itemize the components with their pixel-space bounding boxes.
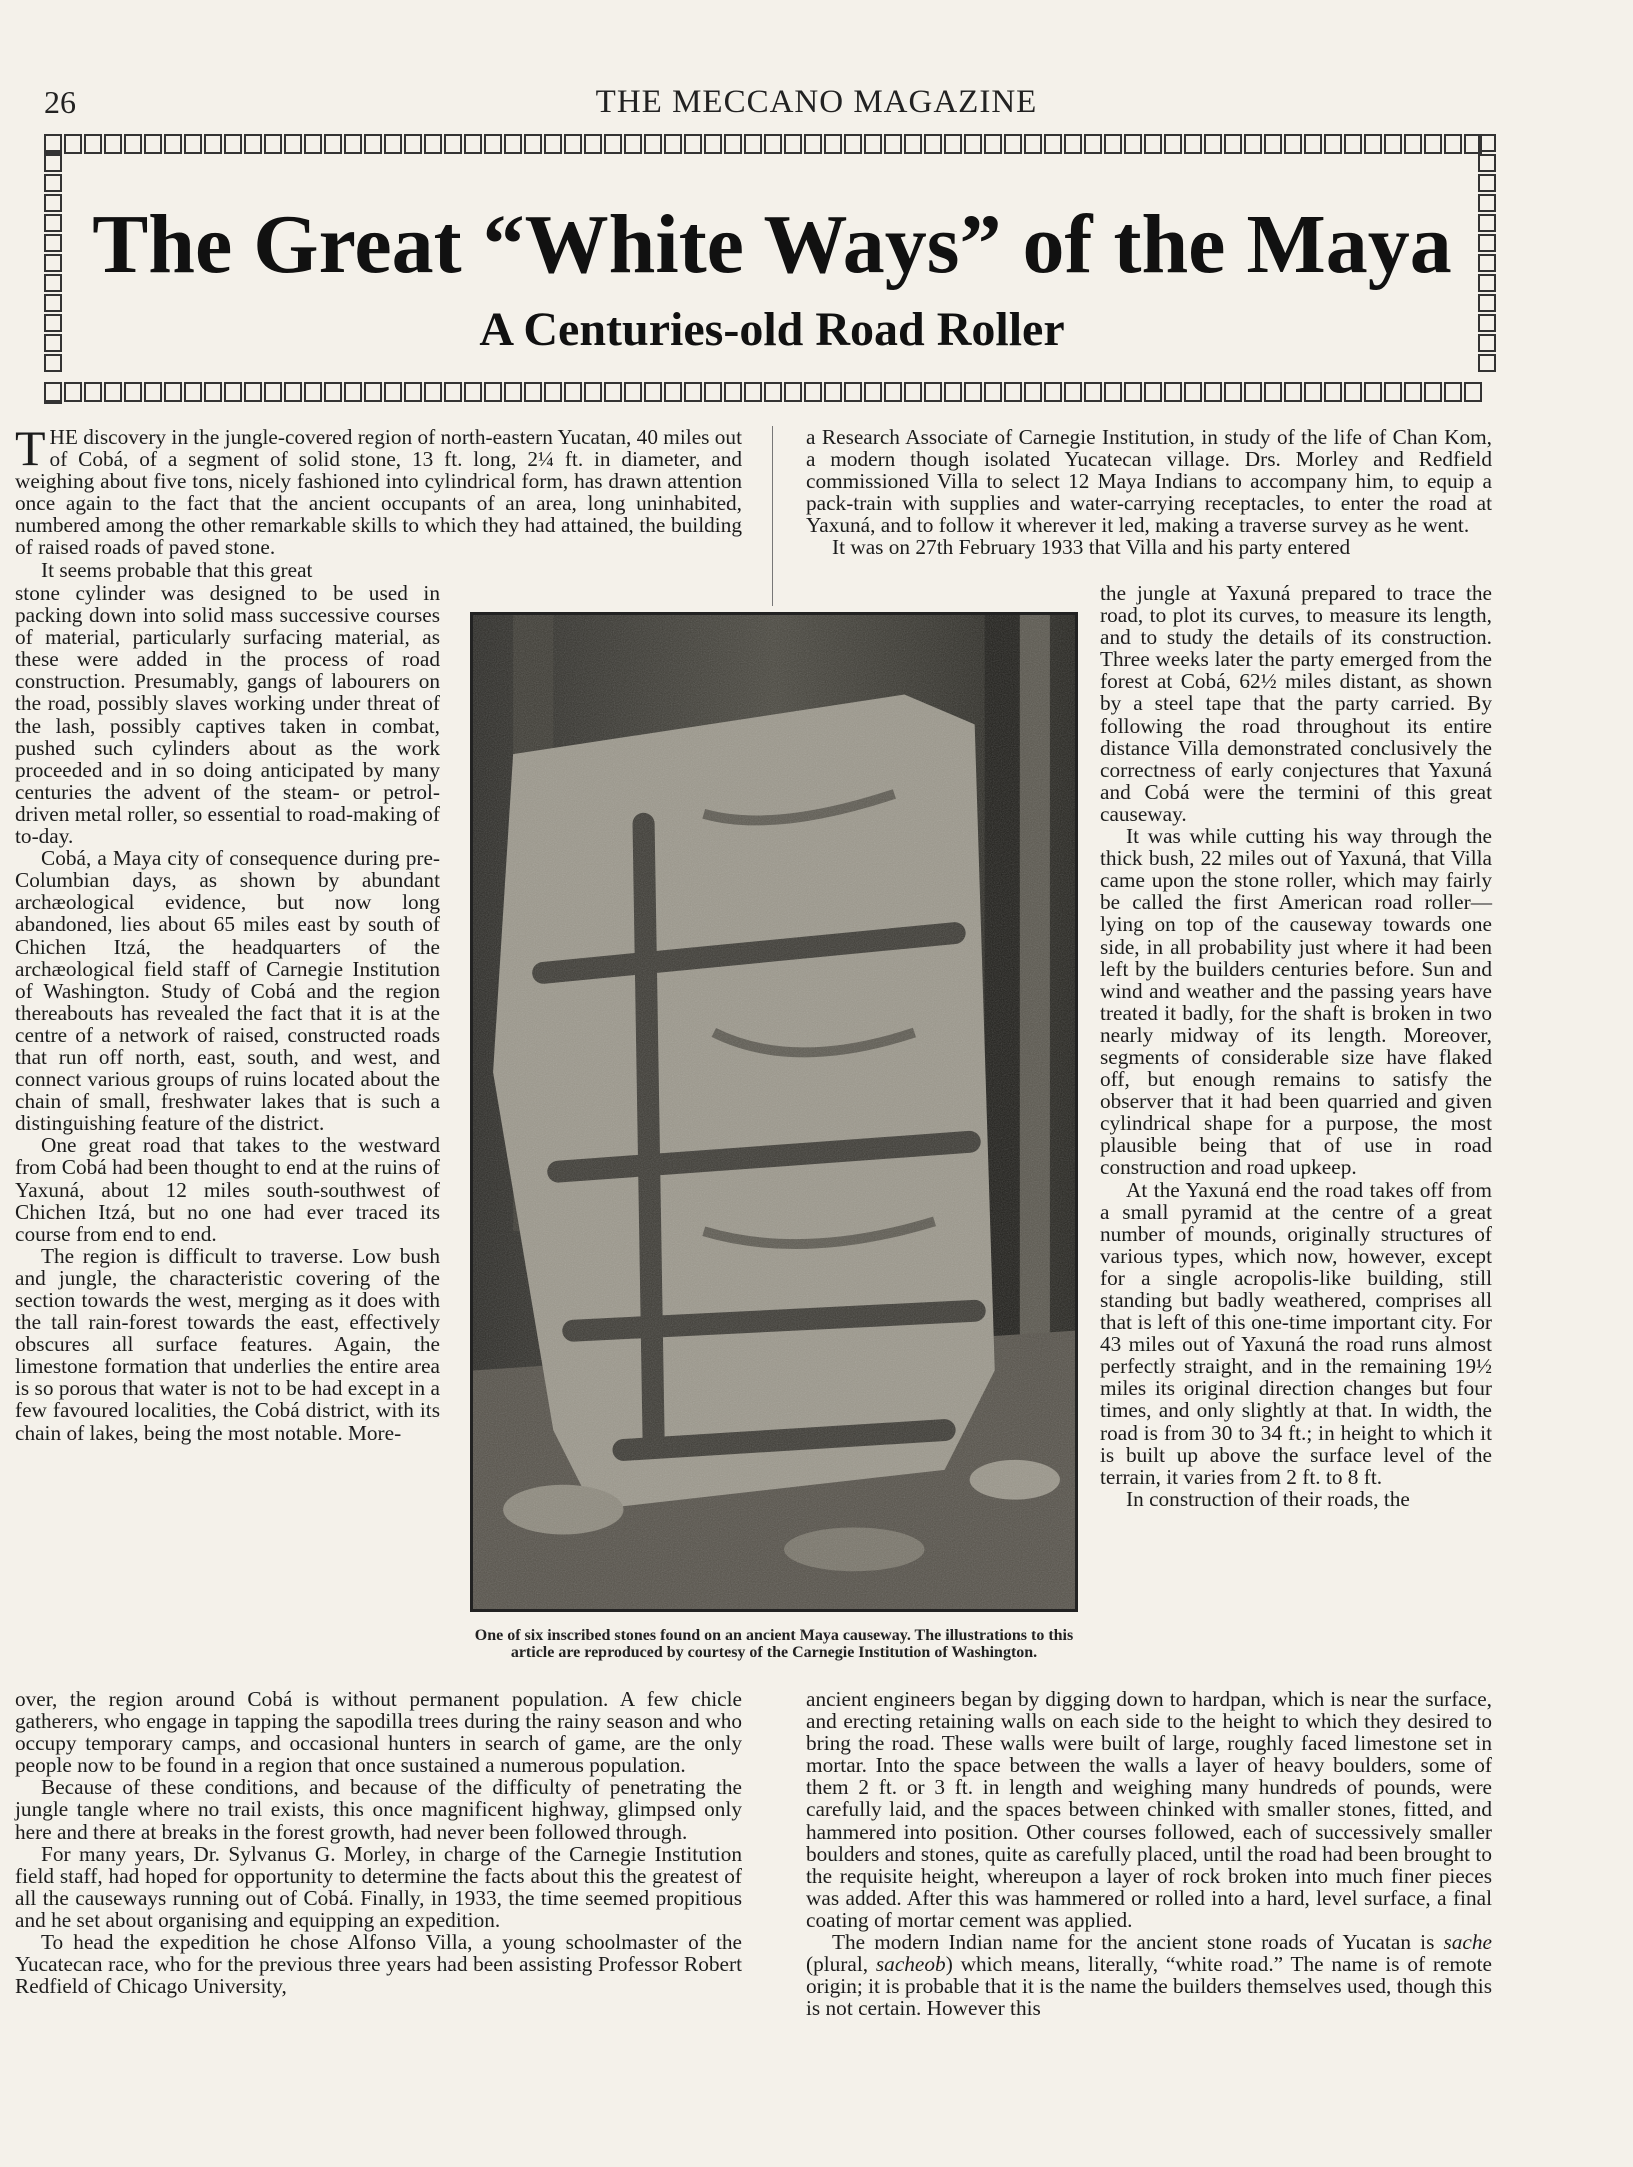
article-subtitle: A Centuries-old Road Roller bbox=[479, 303, 1065, 356]
frame-square bbox=[1304, 382, 1322, 402]
frame-square bbox=[1364, 134, 1382, 154]
frame-square bbox=[484, 382, 502, 402]
frame-square bbox=[1004, 382, 1022, 402]
paragraph: It was while cutting his way through the thick bush, 22 miles out of Yaxuná, that Villa came upon the stone roller, which may fairly be called the first American road roller—lying on top of the causeway towards one side, in all probability just where it had been left by the builders centuries before. Sun and wind and weather and the passing years have treated it badly, for the shaft is broken in two nearly midway of its length. Moreover, segments of considerable size have flaked off, but enough remains to satisfy the observer that it had been quarried and given cylindrical shape for a purpose, the most plausible being that of use in road construction and road upkeep. bbox=[1100, 824, 1492, 1180]
frame-square bbox=[1424, 382, 1442, 402]
frame-square bbox=[744, 382, 762, 402]
frame-square bbox=[564, 134, 582, 154]
frame-square bbox=[304, 382, 322, 402]
paragraph: It was on 27th February 1933 that Villa and his party entered bbox=[832, 535, 1351, 560]
frame-square bbox=[264, 134, 282, 154]
paragraph: For many years, Dr. Sylvanus G. Morley, in charge of the Carnegie Institution field staff, had hoped for opportunity to determine the facts about this the greatest of all the causeways running out of Cobá. Finally, in 1933, the time seemed propitious and he set about organising and equipping an expedition. bbox=[15, 1841, 742, 1932]
paragraph: At the Yaxuná end the road takes off from a small pyramid at the centre of a great number of mounds, originally structures of various types, which now, however, except for a single acropolis-like building, still standing but badly weathered, comprises all that is left of this one-time important city. For 43 miles out of Yaxuná the road runs almost perfectly straight, and in the remaining 19½ miles its original direction changes but four times, and only slightly at that. In width, the road is from 30 to 34 ft.; in height to which it is built up above the surface level of the terrain, it varies from 2 ft. to 8 ft. bbox=[1100, 1177, 1492, 1489]
frame-square bbox=[764, 382, 782, 402]
frame-square bbox=[984, 134, 1002, 154]
frame-square bbox=[444, 134, 462, 154]
drop-cap: T bbox=[15, 420, 46, 476]
frame-square bbox=[1064, 382, 1082, 402]
paragraph: To head the expedition he chose Alfonso Villa, a young schoolmaster of the Yucatecan race, who for the previous three years had been assisting Professor Robert Redfield of Chicago University, bbox=[15, 1930, 742, 1999]
frame-square bbox=[1284, 134, 1302, 154]
frame-border-top bbox=[44, 134, 1500, 156]
frame-square bbox=[604, 382, 622, 402]
frame-square bbox=[344, 382, 362, 402]
frame-square bbox=[804, 382, 822, 402]
column-divider bbox=[772, 426, 773, 606]
paragraph: Cobá, a Maya city of consequence during pre-Columbian days, as shown by abundant archæological evidence, but now long abandoned, lies about 65 miles east by south of Chichen Itzá, the headquarters of the archæological field staff of Carnegie Institution of Washington. Study of Cobá and the region thereabouts has revealed the fact that it is at the centre of a network of raised, constructed roads that run off north, east, south, and west, and connect various groups of ruins located about the chain of small, freshwater lakes that is such a distinguishing feature of the district. bbox=[15, 846, 440, 1136]
frame-square bbox=[1478, 134, 1496, 152]
frame-square bbox=[464, 134, 482, 154]
frame-square bbox=[744, 134, 762, 154]
frame-square bbox=[524, 382, 542, 402]
paragraph: over, the region around Cobá is without permanent population. A few chicle gatherers, who engage in tapping the sapodilla trees during the rainy season and who occupy temporary camps, and occasional hunters in search of game, are the only people now to be found in a region that once sustained a numerous population. bbox=[15, 1687, 742, 1778]
frame-square bbox=[1124, 134, 1142, 154]
frame-square bbox=[444, 382, 462, 402]
frame-square bbox=[1478, 154, 1496, 172]
frame-square bbox=[1304, 134, 1322, 154]
left-column-narrow bbox=[15, 582, 440, 1444]
frame-square bbox=[364, 134, 382, 154]
frame-square bbox=[1064, 134, 1082, 154]
frame-square bbox=[884, 382, 902, 402]
running-head: THE MECCANO MAGAZINE bbox=[595, 84, 1038, 120]
frame-square bbox=[144, 382, 162, 402]
frame-square bbox=[804, 134, 822, 154]
frame-square bbox=[1244, 134, 1262, 154]
frame-square bbox=[1044, 382, 1062, 402]
frame-square bbox=[84, 134, 102, 154]
frame-square bbox=[504, 134, 522, 154]
frame-square bbox=[524, 134, 542, 154]
frame-square bbox=[404, 382, 422, 402]
frame-square bbox=[384, 134, 402, 154]
frame-square bbox=[764, 134, 782, 154]
frame-square bbox=[1444, 382, 1462, 402]
frame-square bbox=[544, 134, 562, 154]
page-number: 26 bbox=[44, 84, 76, 120]
paragraph: ancient engineers began by digging down to hardpan, which is near the surface, and erecting retaining walls on each side to the height to which they desired to bring the road. These walls were built of large, roughly faced limestone set in mortar. Into the space between the walls a layer of heavy boulders, some of them 2 ft. or 3 ft. in length and weighing many hundreds of pounds, were carefully laid, and the spaces between chinked with smaller stones, fitted, and hammered into position. Other courses followed, each of successively smaller boulders and stones, quite as carefully placed, until the road had been brought to the requisite height, whereupon a layer of rock broken into much finer pieces was added. After this was hammered or rolled into a hard, level surface, a final coating of mortar cement was applied. bbox=[806, 1687, 1492, 1932]
frame-square bbox=[824, 134, 842, 154]
frame-square bbox=[504, 382, 522, 402]
frame-square bbox=[944, 134, 962, 154]
frame-square bbox=[584, 134, 602, 154]
frame-square bbox=[784, 134, 802, 154]
frame-square bbox=[264, 382, 282, 402]
frame-square bbox=[904, 382, 922, 402]
frame-square bbox=[1384, 134, 1402, 154]
frame-square bbox=[1144, 134, 1162, 154]
frame-square bbox=[1284, 382, 1302, 402]
paragraph: THE discovery in the jungle-covered region of north-eastern Yucatan, 40 miles out of Cobá, of a segment of solid stone, 13 ft. long, 2¼ ft. in diameter, and weighing about five tons, nicely fashioned into cylindrical form, has drawn attention once again to the fact that the ancient occupants of an area, long uninhabited, numbered among the other remarkable skills to which they had attained, the building of raised roads of paved stone. bbox=[15, 420, 742, 560]
frame-square bbox=[904, 134, 922, 154]
article-title: The Great “White Ways” of the Maya bbox=[92, 198, 1452, 291]
frame-square bbox=[824, 382, 842, 402]
frame-square bbox=[284, 382, 302, 402]
frame-square bbox=[84, 382, 102, 402]
frame-square bbox=[1124, 382, 1142, 402]
frame-square bbox=[784, 382, 802, 402]
frame-square bbox=[164, 382, 182, 402]
frame-square bbox=[104, 382, 122, 402]
frame-square bbox=[664, 134, 682, 154]
frame-square bbox=[924, 382, 942, 402]
frame-square bbox=[1204, 134, 1222, 154]
frame-square bbox=[1224, 134, 1242, 154]
frame-square bbox=[284, 134, 302, 154]
right-column-narrow bbox=[1100, 582, 1492, 1510]
frame-square bbox=[44, 134, 62, 152]
frame-square bbox=[1264, 134, 1282, 154]
frame-square bbox=[1104, 134, 1122, 154]
frame-square bbox=[604, 134, 622, 154]
frame-square bbox=[164, 134, 182, 154]
frame-square bbox=[684, 382, 702, 402]
frame-square bbox=[624, 382, 642, 402]
frame-square bbox=[124, 382, 142, 402]
frame-square bbox=[1424, 134, 1442, 154]
frame-square bbox=[564, 382, 582, 402]
frame-square bbox=[1184, 382, 1202, 402]
frame-square bbox=[1364, 382, 1382, 402]
frame-square bbox=[844, 134, 862, 154]
frame-square bbox=[1324, 382, 1342, 402]
inscribed-stone-image bbox=[473, 615, 1075, 1609]
left-column-bottom bbox=[15, 1688, 742, 1997]
frame-square bbox=[384, 382, 402, 402]
frame-square bbox=[944, 382, 962, 402]
paragraph: It seems probable that this great bbox=[41, 557, 313, 582]
frame-square bbox=[1104, 382, 1122, 402]
photo-caption: One of six inscribed stones found on an ancient Maya causeway. The illustrations to this article are reproduced by courtesy of the Carnegie Institution of Washington. bbox=[474, 1627, 1074, 1661]
paragraph: Because of these conditions, and because of the difficulty of penetrating the jungle tangle where no trail exists, this once magnificent highway, glimpsed only here and there at breaks in the forest growth, had never been followed through. bbox=[15, 1775, 742, 1844]
frame-square bbox=[864, 134, 882, 154]
frame-square bbox=[64, 382, 82, 402]
frame-square bbox=[124, 134, 142, 154]
frame-square bbox=[1184, 134, 1202, 154]
frame-square bbox=[184, 134, 202, 154]
frame-square bbox=[1404, 134, 1422, 154]
frame-square bbox=[704, 134, 722, 154]
right-column-top bbox=[806, 426, 1492, 559]
frame-square bbox=[424, 382, 442, 402]
frame-square bbox=[544, 382, 562, 402]
frame-square bbox=[1164, 382, 1182, 402]
frame-square bbox=[964, 382, 982, 402]
frame-square bbox=[624, 134, 642, 154]
left-column-top bbox=[15, 420, 742, 582]
paragraph: a Research Associate of Carnegie Institution, in study of the life of Chan Kom, a modern though isolated Yucatecan village. Drs. Morley and Redfield commissioned Villa to select 12 Maya Indians to accompany him, to equip a pack-train with supplies and water-carrying receptacles, to enter the road at Yaxuná, and to follow it wherever it led, making a traverse survey as he went. bbox=[806, 425, 1492, 538]
frame-square bbox=[1244, 382, 1262, 402]
frame-square bbox=[864, 382, 882, 402]
frame-square bbox=[344, 134, 362, 154]
frame-square bbox=[704, 382, 722, 402]
frame-square bbox=[664, 382, 682, 402]
frame-square bbox=[844, 382, 862, 402]
frame-square bbox=[204, 382, 222, 402]
frame-square bbox=[1478, 174, 1496, 192]
paragraph: The region is difficult to traverse. Low bush and jungle, the characteristic covering of the section towards the west, merging as it does with the tall rain-forest towards the east, effectively obscures all surface features. Again, the limestone formation that underlies the entire area is so porous that water is not to be had except in a few favoured localities, the Cobá district, with its chain of lakes, being the most notable. More- bbox=[15, 1243, 440, 1445]
frame-square bbox=[1204, 382, 1222, 402]
frame-square bbox=[224, 382, 242, 402]
term-sache: sache bbox=[1443, 1930, 1492, 1955]
frame-square bbox=[64, 134, 82, 154]
frame-square bbox=[884, 134, 902, 154]
right-column-bottom bbox=[806, 1688, 1492, 2019]
frame-square bbox=[1324, 134, 1342, 154]
frame-square bbox=[724, 134, 742, 154]
frame-square bbox=[1224, 382, 1242, 402]
paragraph: The modern Indian name for the ancient stone roads of Yucatan is sache (plural, sacheob) which means, literally, “white road.” The name is of remote origin; it is probable that it is the name the builders themselves used, though this is not certain. However this bbox=[806, 1930, 1492, 2021]
frame-square bbox=[364, 382, 382, 402]
frame-square bbox=[1164, 134, 1182, 154]
frame-square bbox=[1084, 382, 1102, 402]
frame-square bbox=[1404, 382, 1422, 402]
frame-square bbox=[1444, 134, 1462, 154]
frame-square bbox=[44, 154, 62, 172]
frame-border-bottom bbox=[44, 382, 1500, 404]
frame-square bbox=[584, 382, 602, 402]
frame-square bbox=[484, 134, 502, 154]
paragraph: the jungle at Yaxuná prepared to trace the road, to plot its curves, to measure its length, and to study the details of its construction. Three weeks later the party emerged from the forest at Cobá, 62½ miles distant, as shown by a steel tape that the party carried. By following the road throughout its entire distance Villa demonstrated conclusively the correctness of early conjectures that Yaxuná and Cobá were the termini of this great causeway. bbox=[1100, 581, 1492, 826]
frame-square bbox=[1344, 382, 1362, 402]
frame-square bbox=[224, 134, 242, 154]
frame-square bbox=[684, 134, 702, 154]
frame-square bbox=[464, 382, 482, 402]
frame-square bbox=[104, 134, 122, 154]
frame-square bbox=[304, 134, 322, 154]
paragraph: One great road that takes to the westward from Cobá had been thought to end at the ruins of Yaxuná, about 12 miles south-southwest of Chichen Itzá, but no one had ever traced its course from end to end. bbox=[15, 1133, 440, 1246]
paragraph: stone cylinder was designed to be used in packing down into solid mass successive courses of material, particularly surfacing material, as these were added in the process of road construction. Presumably, gangs of labourers on the road, possibly slaves working under threat of the lash, possibly captives taken in combat, pushed such cylinders about as the work proceeded and in so doing anticipated by many centuries the advent of the steam- or petrol-driven metal roller, so essential to road-making of to-day. bbox=[15, 581, 440, 849]
frame-square bbox=[144, 134, 162, 154]
frame-square bbox=[644, 134, 662, 154]
stone-photo bbox=[470, 612, 1078, 1612]
frame-square bbox=[244, 382, 262, 402]
frame-square bbox=[1024, 382, 1042, 402]
frame-square bbox=[724, 382, 742, 402]
frame-square bbox=[424, 134, 442, 154]
term-sacheob: sacheob bbox=[875, 1952, 946, 1977]
frame-square bbox=[324, 134, 342, 154]
paragraph: In construction of their roads, the bbox=[1126, 1486, 1410, 1511]
frame-square bbox=[1044, 134, 1062, 154]
frame-square bbox=[1264, 382, 1282, 402]
frame-square bbox=[1344, 134, 1362, 154]
frame-square bbox=[1384, 382, 1402, 402]
frame-square bbox=[244, 134, 262, 154]
frame-square bbox=[324, 382, 342, 402]
frame-square bbox=[924, 134, 942, 154]
frame-square bbox=[964, 134, 982, 154]
frame-square bbox=[1004, 134, 1022, 154]
frame-square bbox=[44, 174, 62, 192]
frame-square bbox=[1144, 382, 1162, 402]
frame-square bbox=[184, 382, 202, 402]
frame-square bbox=[644, 382, 662, 402]
frame-square bbox=[984, 382, 1002, 402]
frame-square bbox=[1024, 134, 1042, 154]
frame-square bbox=[404, 134, 422, 154]
frame-square bbox=[204, 134, 222, 154]
title-frame bbox=[44, 134, 1500, 404]
frame-square bbox=[1084, 134, 1102, 154]
